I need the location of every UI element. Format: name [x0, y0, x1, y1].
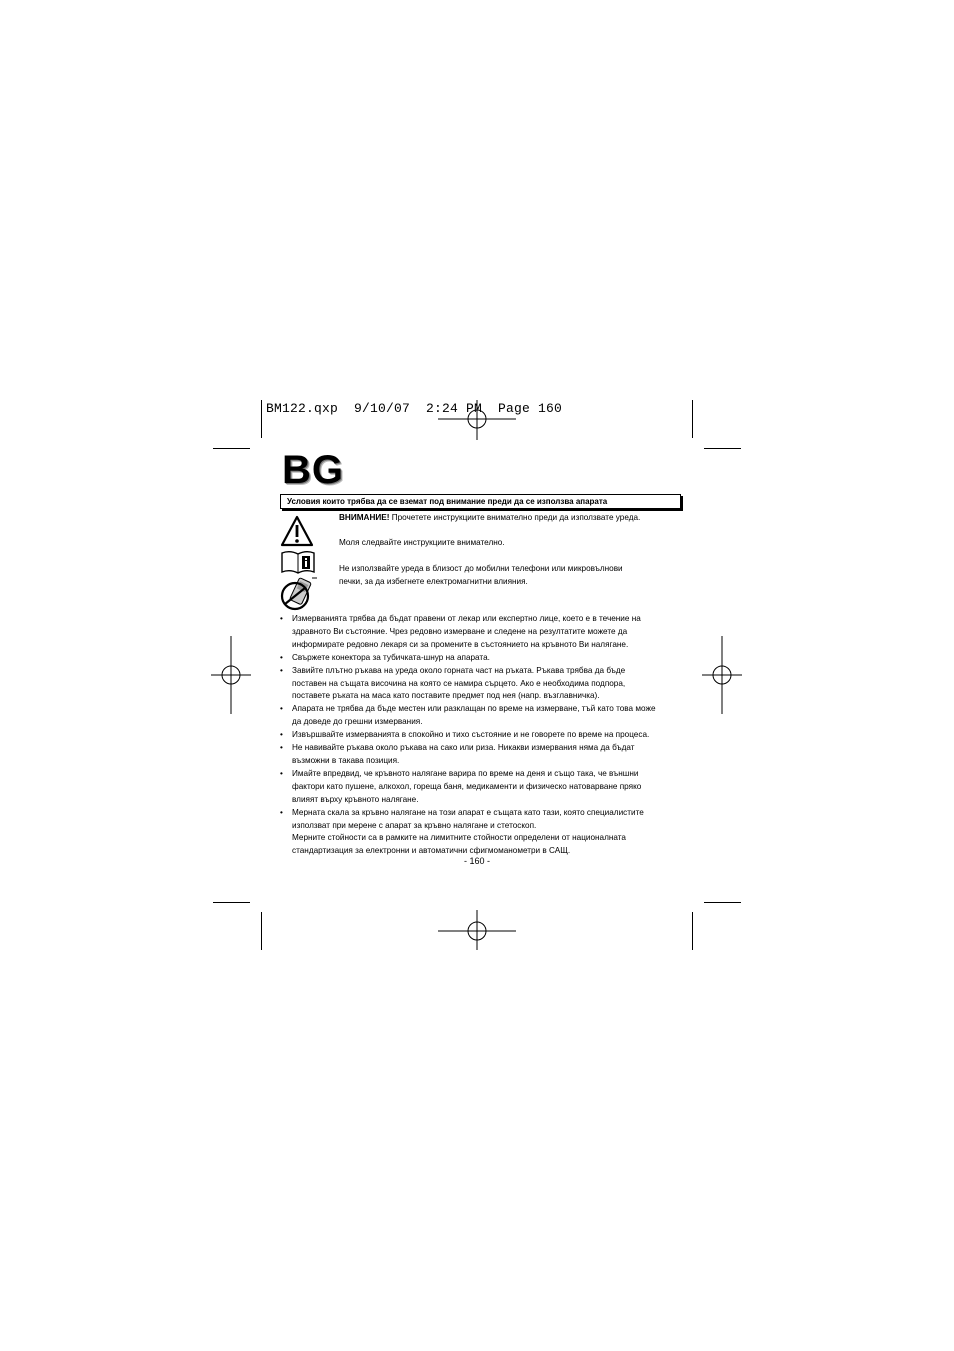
crop-mark	[213, 902, 250, 903]
bullet-symbol: •	[280, 614, 283, 623]
warning-text: Прочетете инструкциите внимателно преди да използвате уреда.	[389, 513, 641, 522]
instruction-book-icon	[280, 550, 316, 574]
registration-mark-icon	[702, 636, 742, 714]
crop-mark	[692, 912, 693, 950]
registration-mark-icon	[211, 636, 251, 714]
list-item-line: Мерните стойности са в рамките на лимитните стойности определени от националната	[292, 833, 626, 843]
list-item-line: Завийте плътно ръкава на уреда около горната част на ръката. Ръкава трябва да бъде	[292, 665, 626, 675]
warning-label: ВНИМАНИЕ!	[339, 513, 390, 522]
list-item	[280, 652, 675, 665]
print-slug: BM122.qxp 9/10/07 2:24 PM Page 160	[266, 401, 563, 416]
list-item-line: Мерната скала за кръвно налягане на този апарат е същата като тази, която специалистите	[292, 807, 644, 817]
list-item-line: Апарата не трябва да бъде местен или разклащан по време на измерване, тъй като това може	[292, 704, 656, 714]
language-heading: BG	[282, 448, 344, 492]
list-item	[280, 768, 675, 807]
bullet-symbol: •	[280, 807, 283, 817]
registration-mark-icon	[438, 910, 516, 950]
list-item-line: информирате редовно лекаря си за промените в състоянието на кръвното Ви налягане.	[292, 639, 629, 649]
bullet-symbol: •	[280, 665, 283, 675]
bullet-symbol: •	[280, 743, 283, 753]
list-item	[280, 742, 675, 768]
list-item-line: Измерванията трябва да бъдат правени от лекар или експертно лице, което е в течение на	[292, 614, 641, 623]
crop-mark	[213, 448, 250, 449]
bullet-symbol: •	[280, 704, 283, 714]
list-item-line: поставете ръката на маса като поставите предмет под нея (напр. възглавничка).	[292, 691, 600, 701]
bullet-symbol: •	[280, 768, 283, 778]
list-item-line: Свържете конектора за тубичката-шнур на апарата.	[292, 652, 490, 662]
no-mobile-phone-icon	[279, 576, 321, 612]
list-item	[280, 613, 675, 652]
crop-mark	[692, 400, 693, 438]
crop-mark	[261, 400, 262, 438]
list-item	[280, 729, 675, 742]
interference-note-line: Не използвайте уреда в близост до мобилни телефони или микровълнови	[339, 564, 623, 573]
list-item-line: Не навивайте ръкавa около ръкава на сако или риза. Никакви измервания няма да бъдат	[292, 743, 635, 753]
page-number: - 160 -	[463, 856, 490, 866]
bullet-symbol: •	[280, 652, 283, 662]
list-item-line: възможни в такава позиция.	[292, 755, 400, 765]
list-item-line: влияят върху кръвното налягане.	[292, 794, 419, 804]
warning-note	[339, 511, 640, 524]
list-item-line: Имайте впредвид, че кръвното налягане варира по време на деня и също така, че външни	[292, 768, 639, 778]
list-item	[280, 665, 675, 704]
list-item-line: поставен на същата височина на която се намира сърцето. Ако е необходима подпора,	[292, 678, 626, 688]
list-item-line: използват при мерене с апарат за кръвно налягане и стетоскоп.	[292, 820, 537, 830]
crop-mark	[261, 912, 262, 950]
bullet-symbol: •	[280, 730, 283, 740]
interference-note-line: печки, за да избегнете електромагнитни влияния.	[339, 577, 528, 586]
interference-note	[339, 562, 623, 588]
list-item-line: здравното Ви състояние. Чрез редовно измерване и следене на резултатите можете да	[292, 626, 628, 636]
warning-triangle-icon	[280, 514, 314, 548]
list-item	[280, 807, 675, 859]
crop-mark	[704, 448, 741, 449]
crop-mark	[704, 902, 741, 903]
list-item	[280, 703, 675, 729]
list-item-line: Извършвайте измерванията в спокойно и тихо състояние и не говорете по време на процеса.	[292, 730, 650, 740]
precautions-list	[280, 613, 675, 858]
list-item-line: да доведе до грешни измервания.	[292, 717, 423, 727]
section-title: Условия които трябва да се вземат под внимание преди да се използва апарата	[280, 494, 681, 509]
instructions-note: Моля следвайте инструкциите внимателно.	[339, 538, 505, 547]
list-item-line: стандартизация за електронни и автоматични сфигмоманометри в САЩ.	[292, 846, 571, 856]
list-item-line: фактори като пушене, алкохол, гореща баня, медикаменти и физическо натоварване пряко	[292, 781, 642, 791]
